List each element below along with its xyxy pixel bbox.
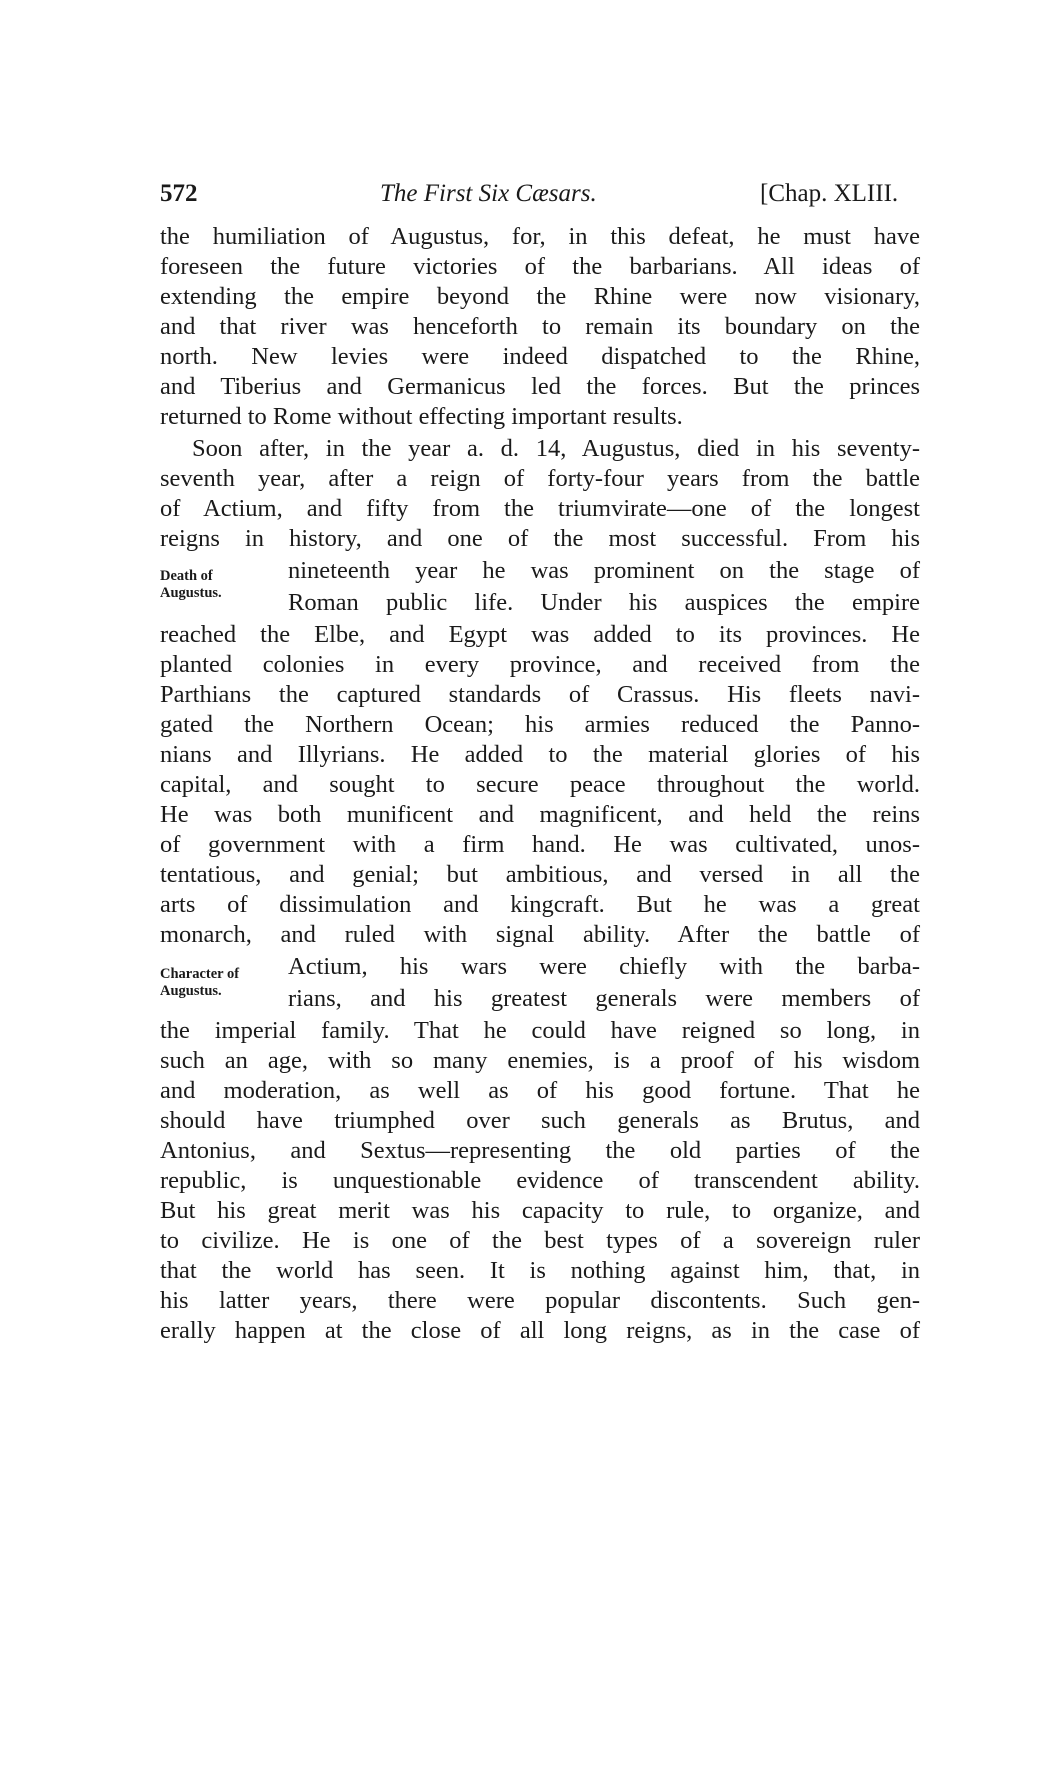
- text-line: Antonius, and Sextus—representing the old parties of the: [160, 1137, 920, 1164]
- margin-note-death-of-augustus: [160, 568, 280, 602]
- text-line: his latter years, there were popular discontents. Such gen-: [160, 1287, 920, 1314]
- text-line: seventh year, after a reign of forty-four years from the battle: [160, 465, 920, 492]
- text-line: extending the empire beyond the Rhine were now visionary,: [160, 283, 920, 310]
- text-line: nians and Illyrians. He added to the material glories of his: [160, 741, 920, 768]
- text-line: such an age, with so many enemies, is a proof of his wisdom: [160, 1047, 920, 1074]
- text-line: tentatious, and genial; but ambitious, and versed in all the: [160, 861, 920, 888]
- text-line: nineteenth year he was prominent on the stage of: [288, 557, 920, 584]
- chapter-reference: [Chap. XLIII.: [760, 180, 899, 207]
- text-line: of Actium, and fifty from the triumvirate—one of the longest: [160, 495, 920, 522]
- text-line: arts of dissimulation and kingcraft. But he was a great: [160, 891, 920, 918]
- text-line: that the world has seen. It is nothing against him, that, in: [160, 1257, 920, 1284]
- text-line: reached the Elbe, and Egypt was added to its provinces. He: [160, 621, 920, 648]
- text-line: Parthians the captured standards of Crassus. His fleets navi-: [160, 681, 920, 708]
- text-line: planted colonies in every province, and received from the: [160, 651, 920, 678]
- text-line: erally happen at the close of all long reigns, as in the case of: [160, 1317, 920, 1344]
- running-title: The First Six Cæsars.: [380, 180, 597, 207]
- margin-note-line: Death of: [160, 568, 213, 584]
- text-line: Actium, his wars were chiefly with the barba-: [288, 953, 920, 980]
- margin-note-line: Character of: [160, 966, 240, 982]
- text-line: should have triumphed over such generals as Brutus, and: [160, 1107, 920, 1134]
- text-line: and moderation, as well as of his good fortune. That he: [160, 1077, 920, 1104]
- text-line: gated the Northern Ocean; his armies reduced the Panno-: [160, 711, 920, 738]
- text-line: rians, and his greatest generals were members of: [288, 985, 920, 1012]
- text-line: returned to Rome without effecting important results.: [160, 403, 683, 430]
- text-line: foreseen the future victories of the barbarians. All ideas of: [160, 253, 920, 280]
- text-line: But his great merit was his capacity to rule, to organize, and: [160, 1197, 920, 1224]
- text-line: and Tiberius and Germanicus led the forces. But the princes: [160, 373, 920, 400]
- text-line: north. New levies were indeed dispatched to the Rhine,: [160, 343, 920, 370]
- text-line: monarch, and ruled with signal ability. After the battle of: [160, 921, 920, 948]
- margin-note-line: Augustus.: [160, 983, 222, 999]
- text-line: of government with a firm hand. He was cultivated, unos-: [160, 831, 920, 858]
- text-line: the humiliation of Augustus, for, in this defeat, he must have: [160, 223, 920, 250]
- margin-note-character-of-augustus: [160, 966, 280, 1000]
- text-line: to civilize. He is one of the best types of a sovereign ruler: [160, 1227, 920, 1254]
- text-line: Soon after, in the year a. d. 14, Augustus, died in his seventy-: [192, 435, 920, 462]
- running-head: [160, 180, 920, 220]
- text-line: republic, is unquestionable evidence of transcendent ability.: [160, 1167, 920, 1194]
- text-line: and that river was henceforth to remain its boundary on the: [160, 313, 920, 340]
- text-line: the imperial family. That he could have reigned so long, in: [160, 1017, 920, 1044]
- text-line: Roman public life. Under his auspices the empire: [288, 589, 920, 616]
- text-line: capital, and sought to secure peace throughout the world.: [160, 771, 920, 798]
- page-number: 572: [160, 180, 198, 207]
- text-line: reigns in history, and one of the most successful. From his: [160, 525, 920, 552]
- margin-note-line: Augustus.: [160, 585, 222, 601]
- text-line: He was both munificent and magnificent, and held the reins: [160, 801, 920, 828]
